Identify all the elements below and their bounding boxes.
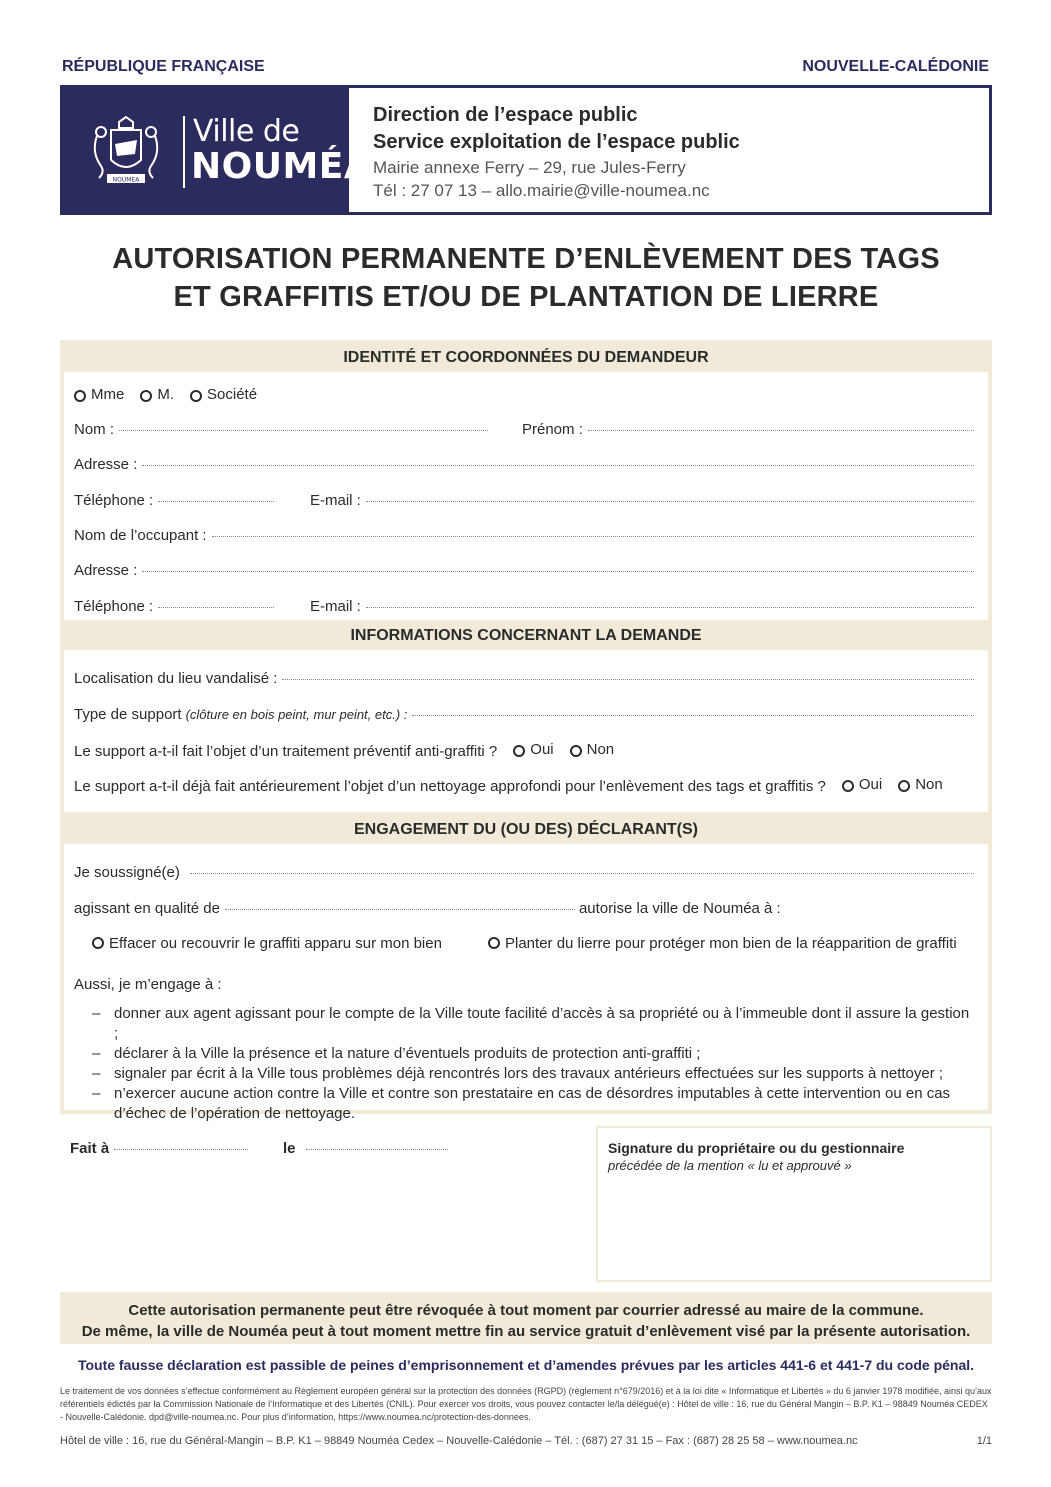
logo-separator xyxy=(183,116,185,188)
engagement-intro: Aussi, je m’engage à : xyxy=(74,976,222,993)
page-number: 1/1 xyxy=(976,1435,992,1447)
footer-address: Hôtel de ville : 16, rue du Général-Mangin – B.P. K1 – 98849 Nouméa Cedex – Nouvelle-Calédonie – Tél. : (687) 27 31 15 – Fax : (687) 28 25 58 – www.noumea.nc xyxy=(60,1435,858,1447)
republique-label: RÉPUBLIQUE FRANÇAISE xyxy=(62,58,265,75)
radio-q2-non[interactable]: Non xyxy=(898,776,943,793)
option-planter[interactable]: Planter du lierre pour protéger mon bien de la réapparition de graffiti xyxy=(488,935,957,952)
radio-q2-oui[interactable]: Oui xyxy=(842,776,882,793)
request-section xyxy=(60,622,992,816)
city-logo xyxy=(63,88,373,212)
telephone-field[interactable]: Téléphone : xyxy=(74,492,274,509)
false-declaration-warning: Toute fausse déclaration est passible de peines d’emprisonnement et d’amendes prévues par les articles 441-6 et 441-7 du code pénal. xyxy=(77,1357,975,1373)
occupant-telephone-field[interactable]: Téléphone : xyxy=(74,598,274,615)
request-heading: INFORMATIONS CONCERNANT LA DEMANDE xyxy=(64,622,988,650)
radio-q1-oui[interactable]: Oui xyxy=(513,741,553,758)
department-name: Direction de l’espace public xyxy=(373,104,638,126)
signature-mention: précédée de la mention « lu et approuvé » xyxy=(608,1158,852,1173)
date-field[interactable]: le xyxy=(283,1140,448,1157)
preventive-treatment-question: Le support a-t-il fait l’objet d’un traitement préventif anti-graffiti ? Oui Non xyxy=(74,741,615,760)
list-item: – donner aux agent agissant pour le compte de la Ville toute facilité d’accès à sa propriété ou à l’immeuble dont il assure la gestion ; xyxy=(92,1005,970,1042)
territory-label: NOUVELLE-CALÉDONIE xyxy=(802,58,989,75)
soussigne-field[interactable]: Je soussigné(e) xyxy=(74,864,974,881)
qualite-field[interactable]: agissant en qualité de autorise la ville de Nouméa à : xyxy=(74,900,781,917)
identity-heading: IDENTITÉ ET COORDONNÉES DU DEMANDEUR xyxy=(64,344,988,372)
localisation-field[interactable]: Localisation du lieu vandalisé : xyxy=(74,670,974,687)
occupant-field[interactable]: Nom de l’occupant : xyxy=(74,527,974,544)
prenom-field[interactable]: Prénom : xyxy=(522,421,974,438)
service-address: Mairie annexe Ferry – 29, rue Jules-Ferry xyxy=(373,158,686,177)
occupant-adresse-field[interactable]: Adresse : xyxy=(74,562,974,579)
signature-box[interactable] xyxy=(596,1126,992,1282)
type-support-field[interactable]: Type de support (clôture en bois peint, mur peint, etc.) : xyxy=(74,706,974,723)
service-contact: Tél : 27 07 13 – allo.mairie@ville-noumea.nc xyxy=(373,181,710,200)
radio-mme[interactable]: Mme xyxy=(74,386,124,403)
gdpr-notice: Le traitement de vos données s’effectue conformément au Règlement européen général sur la protection des données (RGPD) (règlement n°679/2016) et à la loi dite « Informatique et Libertés » du 6 janvier 1978 modifiée, ainsi qu’aux référentiels édictés par la Commission Nationale de l’Informatique et des Libertés (CNIL). Pour exercer vos droits, vous pouvez contacter le/la délégué(e) : Hôtel de ville : 16, rue du Général Mangin – B.P. K1 – 98849 Nouméa CEDEX - Nouvelle-Calédonie. dpd@ville-noumea.nc. Pour plus d’information, https://www.noumea.nc/protection-des-donnees. xyxy=(60,1386,992,1422)
revocation-notice: Cette autorisation permanente peut être révoquée à tout moment par courrier adressé au maire de la commune. De même, la ville de Nouméa peut à tout moment mettre fin au service gratuit d’enlèvement visé par la présente autorisation. xyxy=(60,1292,992,1344)
adresse-field[interactable]: Adresse : xyxy=(74,456,974,473)
prior-cleaning-question: Le support a-t-il déjà fait antérieurement l’objet d’un nettoyage approfondi pour l’enlèvement des tags et graffitis ? Oui Non xyxy=(74,776,943,795)
list-item: – déclarer à la Ville la présence et la nature d’éventuels produits de protection anti-graffiti ; xyxy=(92,1045,701,1062)
nom-field[interactable]: Nom : xyxy=(74,421,488,438)
logo-ville-text: Ville de xyxy=(193,114,300,149)
civility-row xyxy=(74,386,273,403)
identity-section xyxy=(60,340,992,624)
radio-societe[interactable]: Société xyxy=(190,386,257,403)
header-box xyxy=(60,85,992,215)
email-field[interactable]: E-mail : xyxy=(310,492,974,509)
svg-text:NOUMEA: NOUMEA xyxy=(112,176,140,184)
list-item: – signaler par écrit à la Ville tous problèmes déjà rencontrés lors des travaux antérieurs effectuées sur les supports à nettoyer ; xyxy=(92,1065,944,1082)
radio-q1-non[interactable]: Non xyxy=(570,741,615,758)
list-item: – n’exercer aucune action contre la Ville et contre son prestataire en cas de désordres imputables à cette intervention ou en cas d’échec de l’opération de nettoyage. xyxy=(92,1085,951,1122)
service-name: Service exploitation de l’espace public xyxy=(373,131,740,153)
radio-m[interactable]: M. xyxy=(140,386,174,403)
option-effacer[interactable]: Effacer ou recouvrir le graffiti apparu sur mon bien xyxy=(92,935,442,952)
fait-a-field[interactable]: Fait à xyxy=(70,1140,248,1157)
occupant-email-field[interactable]: E-mail : xyxy=(310,598,974,615)
engagement-section xyxy=(60,812,992,1122)
engagement-list xyxy=(92,1004,972,1124)
footer xyxy=(60,1435,992,1447)
logo-noumea-text: NOUMÉA xyxy=(191,146,373,187)
department-info xyxy=(373,102,740,202)
city-emblem-icon xyxy=(89,116,163,186)
engagement-heading: ENGAGEMENT DU (OU DES) DÉCLARANT(S) xyxy=(64,816,988,844)
form-title: AUTORISATION PERMANENTE D’ENLÈVEMENT DES TAGS ET GRAFFITIS ET/OU DE PLANTATION DE LIERRE xyxy=(112,243,940,313)
signature-title: Signature du propriétaire ou du gestionnaire xyxy=(608,1140,905,1156)
